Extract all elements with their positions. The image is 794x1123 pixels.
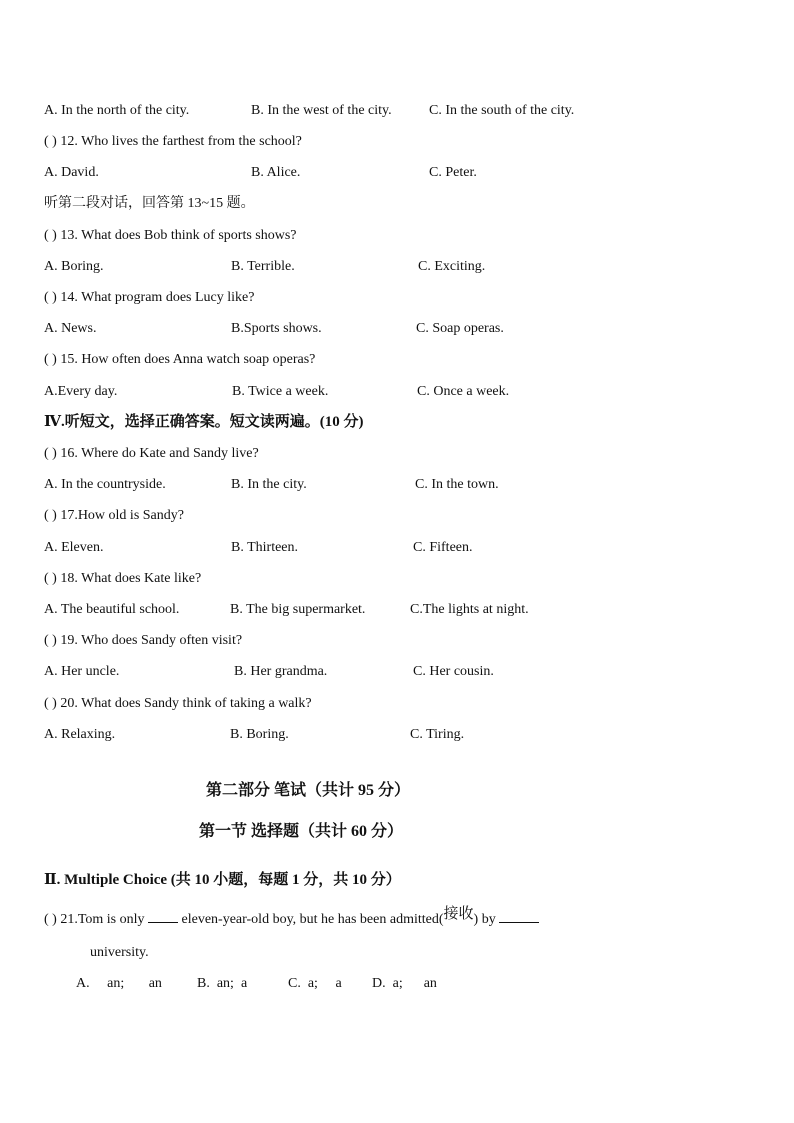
q21-blank-1 <box>148 909 178 923</box>
q17-option-a: A. Eleven. <box>44 540 104 555</box>
q15-option-c: C. Once a week. <box>417 384 510 399</box>
section4-title: Ⅳ.听短文，选择正确答案。短文读两遍。(10 分) <box>44 414 364 430</box>
q21-option-d: D. a; an <box>372 976 437 991</box>
q14-stem: ( ) 14. What program does Lucy like? <box>44 290 255 305</box>
part2-title: 第二部分 笔试（共计 95 分） <box>206 782 411 799</box>
q13-option-b: B. Terrible. <box>231 259 295 274</box>
q18-option-a: A. The beautiful school. <box>44 602 180 617</box>
q21-stem-start: ( ) 21.Tom is only <box>44 912 145 927</box>
q13-stem: ( ) 13. What does Bob think of sports shows? <box>44 228 297 243</box>
q16-stem: ( ) 16. Where do Kate and Sandy live? <box>44 446 259 461</box>
q14-option-b: B.Sports shows. <box>231 321 322 336</box>
q19-stem: ( ) 19. Who does Sandy often visit? <box>44 633 243 648</box>
q17-option-b: B. Thirteen. <box>231 540 299 555</box>
q20-option-a: A. Relaxing. <box>44 727 116 742</box>
q21-stem-continuation: university. <box>90 945 149 960</box>
q11-option-a: A. In the north of the city. <box>44 103 190 118</box>
q14-option-a: A. News. <box>44 321 97 336</box>
q11-option-c: C. In the south of the city. <box>429 103 575 118</box>
q13-option-a: A. Boring. <box>44 259 104 274</box>
dialog2-instruction: 听第二段对话，回答第 13~15 题。 <box>44 196 255 211</box>
q16-option-a: A. In the countryside. <box>44 477 166 492</box>
q12-stem: ( ) 12. Who lives the farthest from the school? <box>44 134 302 149</box>
q14-option-c: C. Soap operas. <box>416 321 504 336</box>
section1-title: 第一节 选择题（共计 60 分） <box>199 823 404 840</box>
q18-option-b: B. The big supermarket. <box>230 602 366 617</box>
q21-blank-2 <box>499 909 539 923</box>
q21-stem-middle: eleven-year-old boy, but he has been admitted( <box>181 912 444 927</box>
q21-chinese-annotation: 接收 <box>443 906 474 922</box>
q21-stem-end: ) by <box>473 912 496 927</box>
q20-option-c: C. Tiring. <box>410 727 465 742</box>
q15-option-b: B. Twice a week. <box>232 384 329 399</box>
q18-option-c: C.The lights at night. <box>410 602 529 617</box>
q20-stem: ( ) 20. What does Sandy think of taking a walk? <box>44 696 312 711</box>
q21-option-a: A. an; an <box>76 976 162 991</box>
q21-option-c: C. a; a <box>288 976 342 991</box>
q21-stem <box>44 906 539 929</box>
q13-option-c: C. Exciting. <box>418 259 486 274</box>
q19-option-a: A. Her uncle. <box>44 664 120 679</box>
q16-option-b: B. In the city. <box>231 477 307 492</box>
q20-option-b: B. Boring. <box>230 727 289 742</box>
q19-option-b: B. Her grandma. <box>234 664 328 679</box>
q12-option-b: B. Alice. <box>251 165 301 180</box>
q11-option-b: B. In the west of the city. <box>251 103 392 118</box>
q15-option-a: A.Every day. <box>44 384 118 399</box>
section2-title: Ⅱ. Multiple Choice (共 10 小题，每题 1 分，共 10 分） <box>44 872 401 888</box>
q12-option-a: A. David. <box>44 165 99 180</box>
q16-option-c: C. In the town. <box>415 477 499 492</box>
q12-option-c: C. Peter. <box>429 165 477 180</box>
q15-stem: ( ) 15. How often does Anna watch soap operas? <box>44 352 316 367</box>
q21-option-b: B. an; a <box>197 976 248 991</box>
q19-option-c: C. Her cousin. <box>413 664 494 679</box>
q17-stem: ( ) 17.How old is Sandy? <box>44 508 184 523</box>
q17-option-c: C. Fifteen. <box>413 540 473 555</box>
q18-stem: ( ) 18. What does Kate like? <box>44 571 202 586</box>
